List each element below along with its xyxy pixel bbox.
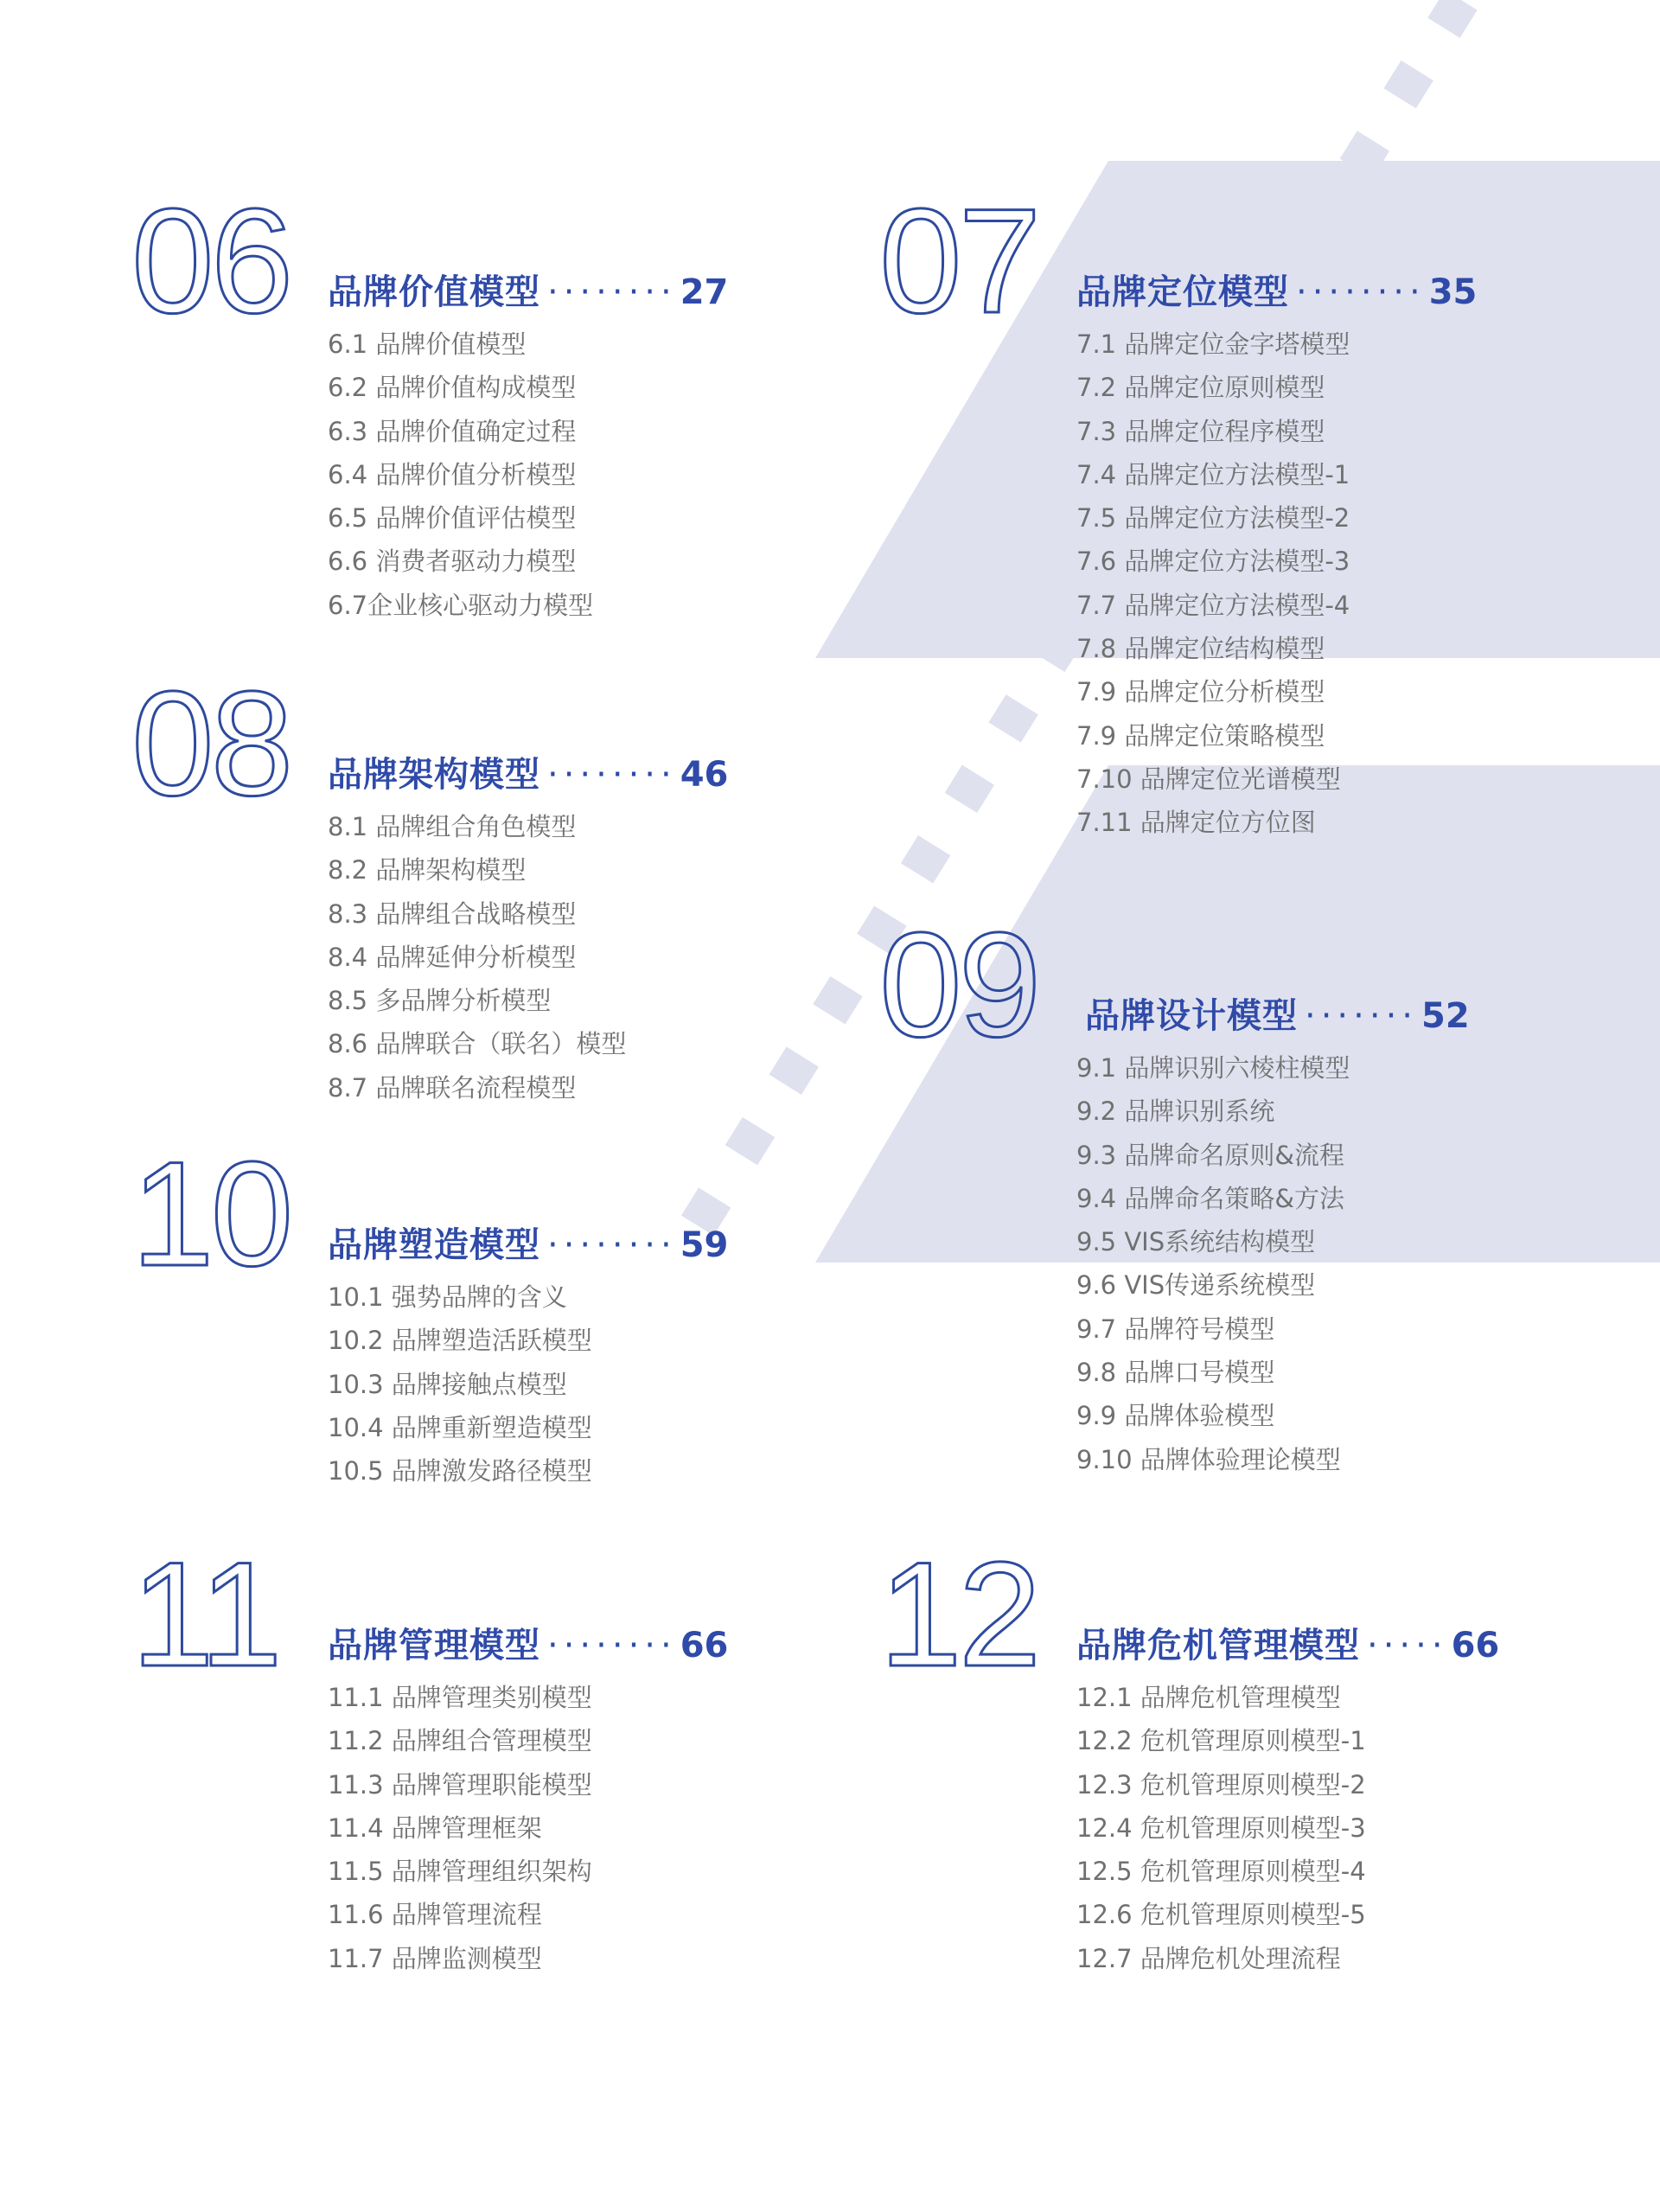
list-item[interactable]: 8.7 品牌联名流程模型 — [328, 1072, 577, 1103]
list-item[interactable]: 10.4 品牌重新塑造模型 — [328, 1412, 592, 1442]
list-item[interactable]: 11.4 品牌管理框架 — [328, 1812, 542, 1843]
section-number: 11 — [131, 1531, 279, 1697]
list-item[interactable]: 7.9 品牌定位策略模型 — [1076, 720, 1325, 751]
list-item[interactable]: 12.4 危机管理原则模型-3 — [1076, 1812, 1366, 1843]
list-item[interactable]: 9.9 品牌体验模型 — [1076, 1401, 1275, 1431]
page-number: 46 — [680, 755, 729, 795]
list-item[interactable]: 7.4 品牌定位方法模型-1 — [1076, 459, 1350, 489]
dot-leader: ····· — [1367, 1626, 1448, 1665]
item-list — [328, 1275, 592, 1493]
list-item[interactable]: 9.6 VIS传递系统模型 — [1076, 1270, 1316, 1301]
dot-leader: ········ — [547, 272, 677, 312]
list-item[interactable]: 12.3 危机管理原则模型-2 — [1076, 1769, 1366, 1800]
list-item[interactable]: 12.5 危机管理原则模型-4 — [1076, 1857, 1366, 1887]
section-title: 品牌设计模型 — [1085, 996, 1298, 1036]
list-item[interactable]: 6.3 品牌价值确定过程 — [328, 416, 577, 446]
item-list — [1076, 1676, 1366, 1980]
list-item[interactable]: 9.7 品牌符号模型 — [1076, 1314, 1275, 1344]
section-number: 06 — [131, 178, 290, 344]
section-heading[interactable] — [328, 265, 728, 314]
section-heading[interactable] — [328, 747, 728, 796]
section-number: 07 — [879, 178, 1038, 344]
list-item[interactable]: 8.3 品牌组合战略模型 — [328, 898, 577, 929]
list-item[interactable]: 9.3 品牌命名原则&流程 — [1076, 1140, 1344, 1170]
list-item[interactable]: 6.5 品牌价值评估模型 — [328, 503, 577, 534]
list-item[interactable]: 11.6 品牌管理流程 — [328, 1900, 542, 1930]
list-item[interactable]: 7.10 品牌定位光谱模型 — [1076, 764, 1341, 794]
list-item[interactable]: 8.6 品牌联合（联名）模型 — [328, 1029, 627, 1059]
item-list — [1076, 1046, 1350, 1481]
dot-leader: ········ — [547, 755, 677, 795]
section-number: 12 — [879, 1531, 1038, 1697]
section-heading[interactable] — [1085, 988, 1470, 1038]
page-number: 52 — [1421, 996, 1470, 1036]
list-item[interactable]: 8.4 品牌延伸分析模型 — [328, 942, 577, 972]
list-item[interactable]: 6.2 品牌价值构成模型 — [328, 373, 577, 403]
page-number: 66 — [680, 1626, 729, 1665]
list-item[interactable]: 7.3 品牌定位程序模型 — [1076, 416, 1325, 446]
list-item[interactable]: 7.7 品牌定位方法模型-4 — [1076, 590, 1350, 620]
list-item[interactable]: 6.1 品牌价值模型 — [328, 329, 527, 359]
section-heading[interactable] — [328, 1218, 728, 1267]
section-title: 品牌价值模型 — [328, 272, 540, 312]
section-title: 品牌塑造模型 — [328, 1225, 540, 1265]
dot-leader: ········ — [1296, 272, 1426, 312]
list-item[interactable]: 11.3 品牌管理职能模型 — [328, 1769, 592, 1800]
list-item[interactable]: 6.4 品牌价值分析模型 — [328, 459, 577, 489]
section-heading[interactable] — [1076, 265, 1477, 314]
list-item[interactable]: 7.11 品牌定位方位图 — [1076, 808, 1316, 838]
list-item[interactable]: 12.1 品牌危机管理模型 — [1076, 1683, 1341, 1712]
list-item[interactable]: 12.2 危机管理原则模型-1 — [1076, 1726, 1366, 1756]
list-item[interactable]: 9.1 品牌识别六棱柱模型 — [1076, 1053, 1350, 1083]
list-item[interactable]: 7.2 品牌定位原则模型 — [1076, 373, 1325, 403]
section-title: 品牌管理模型 — [328, 1626, 540, 1665]
section-number: 10 — [131, 1131, 290, 1297]
list-item[interactable]: 9.5 VIS系统结构模型 — [1076, 1227, 1316, 1257]
page-number: 27 — [680, 272, 729, 312]
page-number: 59 — [680, 1225, 729, 1265]
list-item[interactable]: 11.5 品牌管理组织架构 — [328, 1857, 592, 1887]
list-item[interactable]: 10.3 品牌接触点模型 — [328, 1369, 567, 1399]
dot-leader: ········ — [547, 1626, 677, 1665]
section-number: 09 — [879, 902, 1038, 1068]
list-item[interactable]: 7.1 品牌定位金字塔模型 — [1076, 329, 1350, 359]
section-title: 品牌定位模型 — [1076, 272, 1289, 312]
list-item[interactable]: 8.1 品牌组合角色模型 — [328, 812, 577, 841]
section-number: 08 — [131, 661, 290, 827]
list-item[interactable]: 7.9 品牌定位分析模型 — [1076, 677, 1325, 707]
list-item[interactable]: 9.2 品牌识别系统 — [1076, 1096, 1275, 1127]
list-item[interactable]: 11.7 品牌监测模型 — [328, 1943, 542, 1973]
page-number: 35 — [1428, 272, 1478, 312]
list-item[interactable]: 10.1 强势品牌的含义 — [328, 1282, 567, 1312]
dot-leader: ········ — [547, 1225, 677, 1265]
list-item[interactable]: 7.5 品牌定位方法模型-2 — [1076, 503, 1350, 534]
item-list — [328, 805, 626, 1109]
list-item[interactable]: 6.6 消费者驱动力模型 — [328, 547, 577, 577]
section-title: 品牌架构模型 — [328, 755, 540, 795]
section-heading[interactable] — [1076, 1618, 1499, 1667]
list-item[interactable]: 9.8 品牌口号模型 — [1076, 1358, 1275, 1388]
list-item[interactable]: 7.6 品牌定位方法模型-3 — [1076, 547, 1350, 577]
list-item[interactable]: 9.4 品牌命名策略&方法 — [1076, 1183, 1344, 1213]
section-heading[interactable] — [328, 1618, 728, 1667]
list-item[interactable]: 10.2 品牌塑造活跃模型 — [328, 1326, 592, 1356]
item-list — [328, 1676, 592, 1980]
list-item[interactable]: 8.2 品牌架构模型 — [328, 855, 527, 885]
list-item[interactable]: 11.2 品牌组合管理模型 — [328, 1726, 592, 1756]
page-number: 66 — [1451, 1626, 1500, 1665]
section-title: 品牌危机管理模型 — [1076, 1626, 1360, 1665]
item-list — [328, 323, 593, 627]
dot-leader: ······· — [1305, 996, 1419, 1036]
list-item[interactable]: 10.5 品牌激发路径模型 — [328, 1456, 592, 1486]
list-item[interactable]: 6.7企业核心驱动力模型 — [328, 590, 594, 620]
list-item[interactable]: 12.7 品牌危机处理流程 — [1076, 1943, 1341, 1973]
list-item[interactable]: 11.1 品牌管理类别模型 — [328, 1683, 592, 1712]
list-item[interactable]: 8.5 多品牌分析模型 — [328, 986, 552, 1016]
list-item[interactable]: 7.8 品牌定位结构模型 — [1076, 634, 1325, 664]
list-item[interactable]: 9.10 品牌体验理论模型 — [1076, 1444, 1341, 1474]
list-item[interactable]: 12.6 危机管理原则模型-5 — [1076, 1900, 1366, 1930]
item-list — [1076, 323, 1350, 845]
